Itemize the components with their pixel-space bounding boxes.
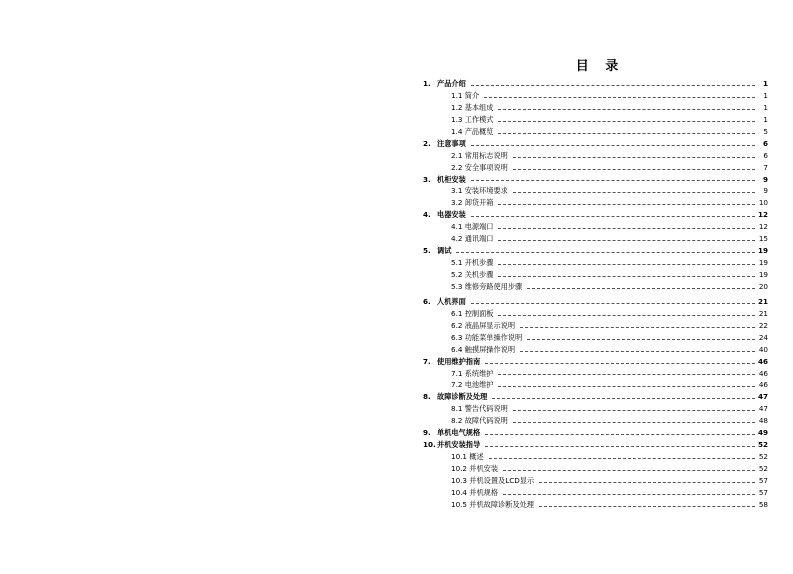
toc-chapter-entry[interactable] [423, 78, 768, 90]
toc-entry-title: 10.4 并机规格 [451, 487, 499, 497]
toc-entry-title: 10.5 并机故障诊断及处理 [451, 499, 534, 509]
toc-dot-leader [539, 481, 755, 483]
toc-entry-title: 1.2 基本组成 [451, 102, 494, 112]
toc-section-entry[interactable] [423, 475, 768, 487]
toc-dot-leader [498, 373, 755, 375]
toc-section-entry[interactable] [423, 126, 768, 138]
toc-chapter-entry[interactable] [423, 174, 768, 186]
toc-page-number: 1 [762, 79, 768, 88]
toc-dot-leader [498, 120, 755, 122]
toc-section-entry[interactable] [423, 90, 768, 102]
toc-chapter-entry[interactable] [423, 439, 768, 451]
toc-page-number: 19 [758, 258, 768, 268]
toc-chapter-entry[interactable] [423, 427, 768, 439]
toc-dot-leader [489, 457, 755, 459]
toc-entry-number: 8. [423, 392, 431, 402]
toc-section-entry[interactable] [423, 368, 768, 380]
toc-entry-title: 7.1 系统维护 [451, 368, 494, 378]
toc-chapter-entry[interactable] [423, 391, 768, 403]
toc-page-number: 6 [762, 138, 768, 148]
toc-section-entry[interactable] [423, 102, 768, 114]
toc-section-entry[interactable] [423, 150, 768, 162]
toc-page-number: 15 [758, 234, 768, 244]
toc-dot-leader [485, 445, 755, 447]
toc-dot-leader [527, 338, 755, 340]
toc-entry-title: 2.1 常用标志说明 [451, 150, 508, 160]
toc-page-number: 46 [757, 356, 768, 366]
toc-entry-number: 2. [423, 138, 431, 148]
toc-section-entry[interactable] [423, 344, 768, 356]
toc-entry-title: 机柜安装 [437, 174, 466, 184]
toc-section-entry[interactable] [423, 451, 768, 463]
toc-section-entry[interactable] [423, 269, 768, 281]
toc-page-number: 24 [758, 332, 768, 342]
toc-dot-leader [498, 314, 755, 316]
toc-dot-leader [484, 96, 755, 98]
toc-page-number: 52 [758, 452, 768, 462]
toc-entry-title: 单机电气规格 [437, 428, 481, 438]
toc-page-number: 19 [757, 246, 768, 256]
toc-entry-title: 5.2 关机步骤 [451, 270, 494, 279]
toc-page-number: 22 [758, 320, 768, 330]
toc-dot-leader [471, 84, 755, 86]
toc-dot-leader [498, 203, 755, 205]
toc-dot-leader [498, 108, 755, 110]
toc-dot-leader [513, 409, 755, 411]
toc-entry-title: 2.2 安全事项说明 [451, 162, 508, 172]
toc-entry-title: 人机界面 [437, 296, 466, 306]
toc-dot-leader [471, 144, 755, 146]
toc-entry-number: 6. [423, 296, 431, 306]
toc-entry-title: 调试 [437, 246, 452, 256]
toc-page-number: 57 [758, 475, 768, 485]
toc-entry-number: 7. [423, 356, 431, 366]
toc-entry-title: 6.2 液晶屏显示说明 [451, 320, 516, 330]
toc-entry-title: 4.2 通讯端口 [451, 234, 494, 244]
toc-entry-title: 4.1 电源端口 [451, 222, 494, 232]
toc-dot-leader [471, 302, 755, 304]
toc-dot-leader [485, 433, 755, 435]
toc-page-number: 57 [758, 487, 768, 497]
toc-dot-leader [513, 156, 755, 158]
toc-section-entry[interactable] [423, 379, 768, 391]
toc-entry-title: 10.2 并机安装 [451, 464, 499, 473]
toc-page-number: 46 [758, 368, 768, 378]
toc-entry-title: 10.3 并机设置及LCD显示 [451, 475, 535, 485]
toc-entry-title: 5.1 开机步骤 [451, 258, 494, 268]
toc-dot-leader [498, 263, 755, 265]
toc-dot-leader [520, 326, 755, 328]
toc-entry-title: 注意事项 [437, 138, 466, 148]
toc-dot-leader [485, 362, 755, 364]
toc-entry-number: 9. [423, 428, 431, 438]
toc-page-number: 12 [758, 222, 768, 232]
toc-page-number: 1 [763, 102, 768, 112]
toc-entry-title: 10.1 概述 [451, 452, 484, 462]
toc-section-entry[interactable] [423, 308, 768, 320]
toc-section-entry[interactable] [423, 403, 768, 415]
toc-chapter-entry[interactable] [423, 138, 768, 150]
toc-page-number: 52 [757, 440, 768, 450]
toc-page-number: 1 [763, 90, 768, 100]
toc-dot-leader [498, 239, 755, 241]
toc-dot-leader [498, 385, 755, 387]
toc-entry-title: 6.1 控制面板 [451, 308, 494, 318]
toc-page-number: 7 [763, 162, 768, 172]
toc-entry-title: 产品介绍 [437, 79, 466, 88]
toc-dot-leader [471, 215, 755, 217]
toc-entry-title: 5.3 维修旁路使用步骤 [451, 281, 523, 291]
toc-entry-title: 8.2 故障代码说明 [451, 416, 508, 426]
toc-entry-title: 使用维护指南 [437, 356, 481, 366]
toc-page-number: 48 [758, 416, 768, 426]
toc-dot-leader [513, 191, 755, 193]
toc-entry-number: 3. [423, 174, 431, 184]
toc-dot-leader [498, 227, 755, 229]
toc-section-entry[interactable] [423, 320, 768, 332]
toc-entry-title: 1.1 简介 [451, 90, 480, 100]
toc-dot-leader [498, 275, 755, 277]
toc-dot-leader [513, 421, 755, 423]
toc-title: 目 录 [575, 59, 625, 74]
toc-dot-leader [492, 397, 755, 399]
toc-dot-leader [539, 505, 755, 507]
toc-section-entry[interactable] [423, 487, 768, 499]
toc-page-number: 19 [758, 270, 768, 279]
toc-page-number: 5 [763, 126, 768, 136]
toc-section-entry[interactable] [423, 185, 768, 197]
toc-dot-leader [520, 350, 755, 352]
toc-page-number: 46 [758, 380, 768, 390]
toc-page-number: 12 [757, 210, 768, 220]
toc-entry-number: 5. [423, 246, 431, 256]
toc-entry-title: 6.4 触摸屏操作说明 [451, 344, 516, 354]
toc-page-number: 10 [758, 198, 768, 208]
toc-entry-number: 10. [423, 440, 436, 450]
toc-section-entry[interactable] [423, 221, 768, 233]
toc-section-entry[interactable] [423, 463, 768, 475]
toc-section-entry[interactable] [423, 233, 768, 245]
toc-entry-title: 6.3 功能菜单操作说明 [451, 332, 523, 342]
toc-chapter-entry[interactable] [423, 356, 768, 368]
toc-page-number: 21 [757, 296, 768, 306]
toc-entry-title: 1.3 工作模式 [451, 114, 494, 124]
toc-chapter-entry[interactable] [423, 245, 768, 257]
toc-entry-title: 电器安装 [437, 210, 466, 220]
toc-section-entry[interactable] [423, 281, 768, 293]
toc-dot-leader [503, 469, 755, 471]
toc-dot-leader [456, 251, 755, 253]
toc-chapter-entry[interactable] [423, 296, 768, 308]
toc-section-entry[interactable] [423, 114, 768, 126]
toc-chapter-entry[interactable] [423, 209, 768, 221]
toc-entry-title: 并机安装指导 [437, 440, 481, 450]
toc-dot-leader [503, 493, 755, 495]
toc-entry-title: 7.2 电池维护 [451, 380, 494, 390]
toc-section-entry[interactable] [423, 197, 768, 209]
toc-section-entry[interactable] [423, 257, 768, 269]
toc-section-entry[interactable] [423, 332, 768, 344]
toc-section-entry[interactable] [423, 415, 768, 427]
toc-entry-title: 故障诊断及处理 [437, 392, 488, 402]
toc-page-number: 49 [757, 428, 768, 438]
toc-page-number: 47 [757, 392, 768, 402]
toc-page-number: 52 [758, 464, 768, 473]
toc-entry-title: 3.1 安装环境要求 [451, 186, 508, 196]
toc-entry-title: 1.4 产品概览 [451, 126, 494, 136]
toc-entry-number: 4. [423, 210, 431, 220]
table-of-contents [423, 78, 768, 511]
toc-page-number: 20 [758, 281, 768, 291]
toc-page-number: 9 [762, 174, 768, 184]
toc-dot-leader [471, 179, 755, 181]
toc-page-number: 6 [763, 150, 768, 160]
toc-section-entry[interactable] [423, 162, 768, 174]
toc-dot-leader [527, 287, 755, 289]
toc-page-number: 58 [758, 499, 768, 509]
toc-page-number: 40 [758, 344, 768, 354]
toc-entry-title: 3.2 卸货开箱 [451, 198, 494, 208]
toc-dot-leader [513, 168, 755, 170]
toc-entry-number: 1. [423, 79, 431, 88]
toc-dot-leader [498, 132, 755, 134]
toc-entry-title: 8.1 警告代码说明 [451, 404, 508, 414]
toc-page-number: 47 [758, 404, 768, 414]
toc-section-entry[interactable] [423, 499, 768, 511]
toc-page-number: 1 [763, 114, 768, 124]
toc-page-number: 21 [758, 308, 768, 318]
toc-page-number: 9 [763, 186, 768, 196]
